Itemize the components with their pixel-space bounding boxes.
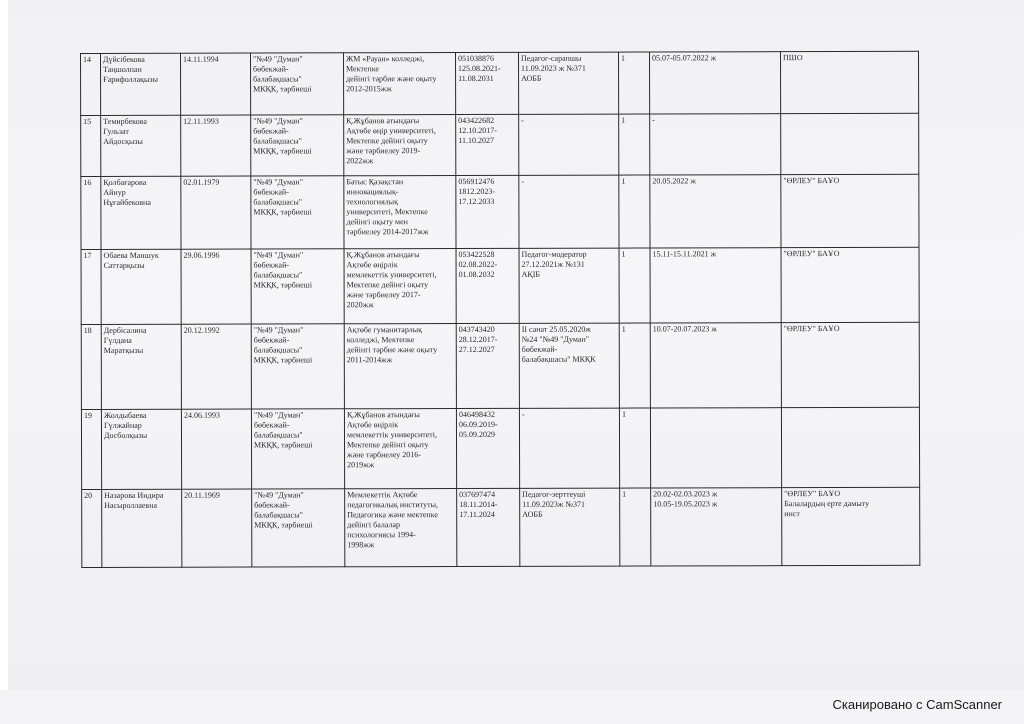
education: Қ.Жұбанов атындағы Ақтөбе өңірлік мемлекеттік университеті, Мектепке дейінгі оқыту және тәрбиелеу 2017- 2020жж: [346, 250, 437, 310]
diploma-validity: 046498432 06.09.2019- 05.09.2029: [458, 409, 498, 440]
organization-position-cell: [251, 409, 344, 489]
page-edge: [0, 0, 8, 690]
experience-cell: [619, 175, 650, 248]
birth-date: 24.06.1993: [183, 410, 220, 420]
education: Ақтөбе гуманитарлық колледжі, Мектепке дейінгі тәрбие және оқыту 2011-2014жж: [346, 325, 438, 365]
row-number: 16: [83, 177, 92, 187]
experience: 1: [621, 115, 626, 125]
diploma-validity: 053422528 02.08.2022- 01.08.2032: [458, 249, 498, 280]
course-provider-cell: [781, 407, 919, 487]
employee-name-cell: [101, 53, 181, 115]
course-dates: 20.05.2022 ж: [652, 176, 696, 186]
qualification-category: -: [521, 115, 524, 125]
qualification-category: Педагог-зерттеуші 11.09.2023ж №371 АОББ: [522, 489, 586, 519]
experience: 1: [621, 53, 626, 63]
experience-cell: [618, 52, 649, 114]
organization-position: "№49 "Думан" бөбекжай- балабақшасы" МКҚК, тәрбиеші: [253, 410, 313, 450]
birth-date-cell: [182, 489, 252, 567]
organization-position: "№49 "Думан" бөбекжай- балабақшасы" МКҚК, тәрбиеші: [254, 490, 313, 530]
experience-cell: [619, 408, 650, 488]
employee-name: Қолбағарова Айнур Нұғайбековна: [103, 177, 151, 207]
diploma-validity: 051038876 125.08.2021- 11.08.2031: [458, 53, 501, 84]
education: Батыс Қазақстан инновациялық- технологиялық университеті, Мектепке дейінгі оқыту мен тәрбиелеу 2014-2017жж: [346, 177, 429, 237]
education: Қ.Жұбанов атындағы Ақтөбе өңірлік мемлекеттік университеті, Мектепке дейінгі оқыту және тәрбиелеу 2016- 2019жж: [346, 410, 438, 470]
diploma-validity: 037697474 18.11.2014- 17.11.2024: [459, 489, 498, 520]
row-number: 20: [84, 490, 93, 500]
camscanner-watermark: Сканировано с CamScanner: [832, 697, 1002, 712]
organization-position-cell: [251, 324, 344, 409]
education-cell: [344, 115, 456, 176]
table-row: [81, 322, 919, 409]
experience-cell: [619, 248, 650, 323]
course-dates-cell: [650, 175, 781, 248]
course-dates-cell: [650, 408, 781, 488]
course-dates-cell: [651, 488, 782, 566]
employee-name: Дүйсібекова Таңшолпан Ғарифоллақызы: [103, 54, 158, 84]
table-row: [82, 487, 920, 567]
organization-position: "№49 "Думан" бөбекжай- балабақшасы" МКҚК, тәрбиеші: [253, 325, 313, 365]
diploma-validity: 043743420 28.12.2017- 27.12.2027: [458, 324, 498, 355]
experience-cell: [619, 323, 650, 408]
row-number-cell: [81, 409, 101, 489]
diploma-validity-cell: [456, 248, 519, 323]
education-cell: [344, 324, 456, 409]
diploma-validity-cell: [456, 52, 519, 114]
course-provider-cell: [781, 247, 919, 322]
table-row: [81, 51, 919, 115]
qualification-category: II санат 25.05.2020ж №24 "№49 "Думан" бөбекжай- балабақшасы" МКҚК: [521, 324, 596, 364]
birth-date-cell: [181, 324, 251, 409]
organization-position: "№49 "Думан" бөбекжай- балабақшасы" МКҚК, тәрбиеші: [253, 116, 312, 156]
course-provider: "ӨРЛЕУ" БАҰО: [783, 176, 840, 186]
experience: 1: [621, 249, 626, 259]
course-provider-cell: [781, 174, 919, 247]
experience: 1: [621, 409, 626, 419]
birth-date-cell: [181, 249, 251, 324]
qualification-category-cell: [518, 52, 618, 114]
education-cell: [345, 489, 457, 567]
course-provider: "ӨРЛЕУ" БАҰО Балалардың ерте дамыту инст: [784, 489, 870, 519]
organization-position-cell: [251, 53, 344, 115]
table-row: [81, 113, 919, 176]
birth-date-cell: [181, 53, 251, 115]
course-provider-cell: [781, 113, 919, 174]
employee-name: Обаева Маншук Саттарқызы: [103, 250, 159, 270]
organization-position-cell: [251, 249, 344, 324]
qualification-category-cell: [519, 175, 619, 248]
qualification-category-cell: [519, 323, 619, 408]
course-provider: "ӨРЛЕУ" БАҰО: [783, 249, 840, 259]
employee-name-cell: [101, 176, 181, 249]
qualification-category-cell: [519, 248, 619, 323]
table-row: [81, 407, 919, 489]
education-cell: [344, 53, 456, 115]
course-dates-cell: [650, 248, 781, 323]
organization-position-cell: [251, 176, 344, 249]
row-number-cell: [81, 53, 101, 115]
row-number-cell: [81, 115, 101, 176]
row-number-cell: [81, 176, 101, 249]
course-provider: "ӨРЛЕУ" БАҰО: [783, 324, 840, 334]
row-number: 19: [83, 410, 92, 420]
course-provider-cell: [780, 51, 918, 113]
education-cell: [344, 249, 456, 324]
qualification-category: -: [521, 176, 525, 186]
course-dates-cell: [649, 52, 780, 114]
employee-name-cell: [101, 249, 181, 324]
course-provider-cell: [782, 487, 920, 565]
course-dates-cell: [650, 323, 781, 408]
education: ЖМ «Рауан» колледжі, Мектепке дейінгі тәрбие және оқыту 2012-2015жж: [346, 54, 437, 94]
table-row: [81, 174, 919, 249]
experience: 1: [621, 324, 626, 334]
birth-date: 02.01.1979: [183, 177, 220, 187]
employee-name: Жолдыбаева Гүлжайнар Досболқызы: [103, 410, 148, 440]
table-row: [81, 247, 919, 324]
experience-cell: [619, 114, 650, 175]
experience-cell: [620, 488, 651, 566]
employee-name-cell: [101, 409, 181, 489]
birth-date-cell: [181, 176, 251, 249]
row-number-cell: [82, 489, 102, 567]
qualification-category-cell: [519, 408, 619, 488]
qualification-category-cell: [519, 114, 619, 175]
diploma-validity-cell: [457, 488, 520, 566]
birth-date: 20.12.1992: [183, 325, 220, 335]
organization-position-cell: [252, 489, 345, 567]
experience: 1: [622, 489, 627, 499]
course-dates-cell: [650, 114, 781, 175]
education-cell: [344, 409, 456, 489]
course-dates: 20.02-02.03.2023 ж 10.05-19.05.2023 ж: [653, 489, 718, 509]
employee-name: Дербісалина Гүлдана Маратқызы: [103, 325, 147, 355]
birth-date-cell: [181, 115, 251, 176]
diploma-validity: 056912476 1812.2023- 17.12.2033: [458, 176, 496, 207]
course-provider-cell: [781, 322, 919, 407]
diploma-validity-cell: [456, 408, 519, 488]
employee-name: Назарова Индира Насыроллаевна: [104, 490, 164, 510]
experience: 1: [621, 176, 626, 186]
diploma-validity-cell: [456, 114, 519, 175]
row-number: 14: [83, 54, 92, 64]
row-number: 15: [83, 116, 92, 126]
organization-position: "№49 "Думан" бөбекжай- балабақшасы" МКҚК, тәрбиеші: [253, 177, 312, 217]
diploma-validity-cell: [456, 175, 519, 248]
row-number-cell: [81, 249, 101, 324]
course-dates: -: [652, 115, 655, 125]
employee-name-cell: [101, 115, 181, 176]
course-provider: ПШО: [783, 53, 803, 63]
row-number: 17: [83, 250, 92, 260]
education-cell: [344, 176, 456, 249]
staff-table: [80, 51, 920, 568]
birth-date: 20.11.1969: [184, 490, 220, 500]
education: Мемлекеттік Ақтөбе педагогикалық институты, Педагогика және мектепке дейінгі балалар психологиясы 1994- 1998жж: [347, 490, 438, 550]
row-number-cell: [81, 324, 101, 409]
course-dates: 15.11-15.11.2021 ж: [652, 249, 717, 259]
row-number: 18: [83, 325, 92, 335]
birth-date: 14.11.1994: [183, 54, 219, 64]
birth-date: 29.06.1996: [183, 250, 220, 260]
employee-name: Темирбекова Гульзат Айдосқызы: [103, 116, 147, 146]
course-dates: 10.07-20.07.2023 ж: [652, 324, 717, 334]
diploma-validity-cell: [456, 323, 519, 408]
organization-position: "№49 "Думан" бөбекжай- балабақшасы" МКҚК, тәрбиеші: [253, 54, 312, 94]
employee-name-cell: [101, 324, 181, 409]
qualification-category: Педагог-сарапшы 11.09.2023 ж №371 АОББ: [521, 53, 586, 83]
diploma-validity: 043422682 12.10.2017- 11.10.2027: [458, 115, 497, 146]
qualification-category: -: [521, 409, 525, 419]
birth-date-cell: [181, 409, 251, 489]
employee-name-cell: [102, 489, 182, 567]
organization-position: "№49 "Думан" бөбекжай- балабақшасы" МКҚК, тәрбиеші: [253, 250, 313, 290]
birth-date: 12.11.1993: [183, 116, 219, 126]
course-dates: 05.07-05.07.2022 ж: [652, 53, 717, 63]
organization-position-cell: [251, 115, 344, 176]
qualification-category: Педагог-модератор 27.12.2021ж №131 АҚІБ: [521, 249, 587, 279]
education: Қ.Жұбанов атындағы Ақтөбе өңір университеті, Мектепке дейінгі оқыту және тәрбиелеу 2019- 2022жж: [346, 116, 436, 166]
qualification-category-cell: [520, 488, 620, 566]
